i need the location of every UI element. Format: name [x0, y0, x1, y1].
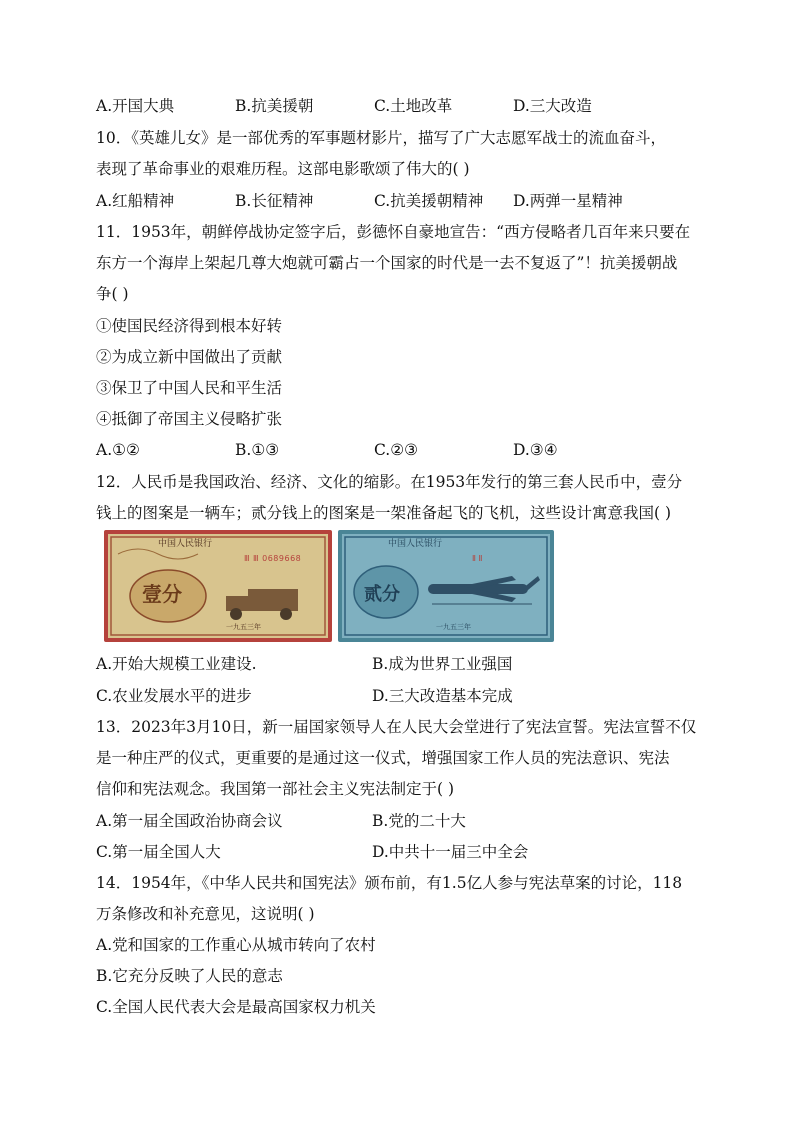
q11-option-b: B.①③ — [235, 441, 280, 459]
q10-options — [96, 191, 652, 211]
q12-option-b: B.成为世界工业强国 — [372, 655, 513, 673]
q11-option-d: D.③④ — [513, 441, 558, 459]
q13-option-a: A.第一届全国政治协商会议 — [96, 812, 283, 830]
q12-options-row2 — [96, 686, 648, 706]
q12-stem-line2: 钱上的图案是一辆车；贰分钱上的图案是一架准备起飞的飞机，这些设计寓意我国( ) — [96, 504, 672, 522]
q12-option-d: D.三大改造基本完成 — [372, 687, 513, 705]
truck-icon — [226, 589, 298, 620]
q13-stem-line2: 是一种庄严的仪式，更重要的是通过这一仪式，增强国家工作人员的宪法意识、宪法 — [96, 749, 670, 767]
q10-stem-line2: 表现了革命事业的艰难历程。这部电影歌颂了伟大的( ) — [96, 160, 470, 178]
q11-item-3: ③保卫了中国人民和平生活 — [96, 379, 283, 397]
q13-option-d: D.中共十一届三中全会 — [372, 843, 529, 861]
q14-option-b: B.它充分反映了人民的意志 — [96, 967, 283, 985]
one-fen-denomination: 壹分 — [142, 582, 182, 606]
two-fen-serial: Ⅱ Ⅱ — [472, 554, 483, 563]
q13-stem-line1: 13．2023年3月10日，新一届国家领导人在人民大会堂进行了宪法宣誓。宪法宣誓不仅 — [96, 718, 697, 736]
two-fen-header: 中国人民银行 — [388, 539, 443, 549]
banknote-pattern-icon — [108, 534, 328, 638]
q12-option-a: A.开始大规模工业建设. — [96, 655, 257, 673]
q11-stem-line2: 东方一个海岸上架起几尊大炮就可霸占一个国家的时代是一去不复返了”！抗美援朝战 — [96, 254, 678, 272]
q11-option-a: A.①② — [96, 441, 140, 459]
q9-option-c: C.土地改革 — [374, 97, 453, 115]
q14-option-c: C.全国人民代表大会是最高国家权力机关 — [96, 998, 376, 1016]
q14-stem-line2: 万条修改和补充意见，这说明( ) — [96, 905, 315, 923]
q9-option-d: D.三大改造 — [513, 97, 592, 115]
q13-options-row1 — [96, 811, 648, 831]
airplane-icon — [428, 576, 540, 604]
q11-stem-line3: 争( ) — [96, 285, 129, 303]
q9-options — [96, 96, 652, 116]
q14-option-a: A.党和国家的工作重心从城市转向了农村 — [96, 936, 376, 954]
q11-stem-line1: 11．1953年，朝鲜停战协定签字后，彭德怀自豪地宣告：“西方侵略者几百年来只要在 — [96, 223, 691, 241]
q11-item-2: ②为成立新中国做出了贡献 — [96, 348, 283, 366]
q10-option-b: B.长征精神 — [235, 192, 314, 210]
q10-option-d: D.两弹一星精神 — [513, 192, 623, 210]
banknote-images — [104, 530, 554, 642]
one-fen-year: 一九五三年 — [226, 623, 261, 631]
two-fen-banknote — [338, 530, 554, 642]
one-fen-serial: Ⅲ Ⅲ 0689668 — [244, 554, 302, 563]
q12-stem-line1: 12．人民币是我国政治、经济、文化的缩影。在1953年发行的第三套人民币中，壹分 — [96, 473, 683, 491]
q9-option-a: A.开国大典 — [96, 97, 175, 115]
q14-stem-line1: 14．1954年，《中华人民共和国宪法》颁布前，有1.5亿人参与宪法草案的讨论，118 — [96, 874, 683, 892]
q11-options — [96, 440, 652, 460]
q12-option-c: C.农业发展水平的进步 — [96, 687, 252, 705]
one-fen-banknote — [104, 530, 332, 642]
q13-options-row2 — [96, 842, 648, 862]
q13-option-c: C.第一届全国人大 — [96, 843, 221, 861]
one-fen-header: 中国人民银行 — [158, 539, 213, 549]
q13-stem-line3: 信仰和宪法观念。我国第一部社会主义宪法制定于( ) — [96, 780, 455, 798]
two-fen-denomination: 贰分 — [364, 584, 400, 605]
q11-item-1: ①使国民经济得到根本好转 — [96, 317, 283, 335]
q13-option-b: B.党的二十大 — [372, 812, 466, 830]
q10-stem-line1: 10．《英雄儿女》是一部优秀的军事题材影片，描写了广大志愿军战士的流血奋斗， — [96, 129, 666, 147]
two-fen-year: 一九五三年 — [436, 623, 471, 631]
q11-item-4: ④抵御了帝国主义侵略扩张 — [96, 410, 283, 428]
q11-option-c: C.②③ — [374, 441, 419, 459]
q9-option-b: B.抗美援朝 — [235, 97, 314, 115]
q12-options-row1 — [96, 654, 648, 674]
q10-option-a: A.红船精神 — [96, 192, 175, 210]
q10-option-c: C.抗美援朝精神 — [374, 192, 484, 210]
